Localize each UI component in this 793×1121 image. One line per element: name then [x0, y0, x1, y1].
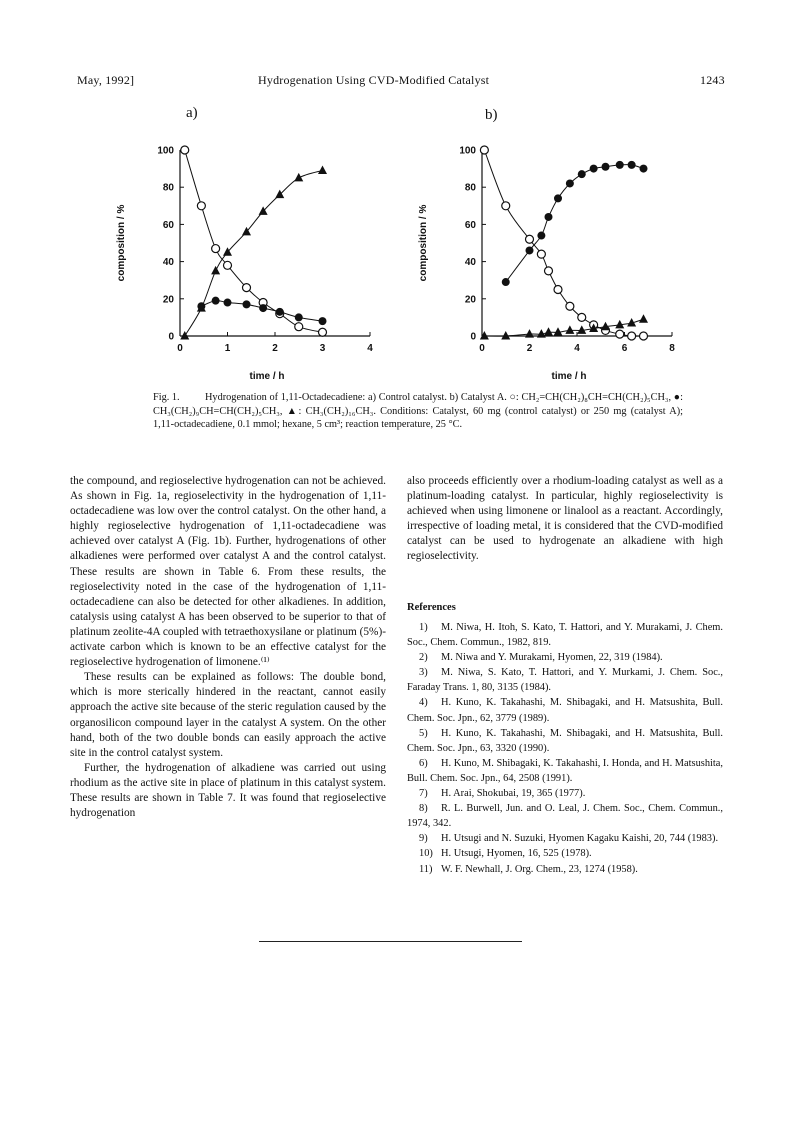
y-tick-label: 20	[162, 294, 174, 306]
data-point-filled-triangle	[318, 165, 327, 174]
references	[407, 602, 723, 877]
reference-text: H. Kuno, M. Shibagaki, K. Takahashi, I. Honda, and H. Matsushita, Bull. Chem. Soc. Jpn., 64, 2508 (1991).	[407, 757, 723, 784]
data-point-open-circle	[640, 332, 648, 340]
data-point-filled-circle	[295, 313, 303, 321]
y-tick-label: 80	[464, 182, 476, 194]
reference-item	[407, 665, 723, 695]
x-tick-label: 2	[272, 343, 278, 354]
y-tick-label: 100	[157, 145, 174, 157]
reference-item	[407, 756, 723, 786]
x-tick-label: 2	[526, 343, 533, 354]
data-point-open-circle	[566, 302, 574, 310]
data-point-filled-triangle	[501, 331, 510, 340]
data-point-filled-triangle	[544, 327, 553, 336]
page-number: 1243	[700, 73, 725, 87]
data-point-filled-circle	[502, 278, 510, 286]
data-point-filled-triangle	[211, 266, 220, 275]
data-point-open-circle	[224, 261, 232, 269]
y-tick-label: 0	[470, 331, 476, 343]
right-column	[407, 474, 723, 565]
data-point-open-circle	[526, 235, 534, 243]
y-tick-label: 60	[162, 219, 174, 231]
data-point-filled-circle	[537, 232, 545, 240]
reference-number: 9)	[419, 833, 428, 845]
data-point-filled-circle	[526, 246, 534, 254]
chart-a	[100, 138, 390, 388]
panel-label-b: b)	[485, 107, 498, 123]
reference-item	[407, 786, 723, 801]
data-point-filled-circle	[616, 161, 624, 169]
reference-text: H. Kuno, K. Takahashi, M. Shibagaki, and H. Matsushita, Bull. Chem. Soc. Jpn., 62, 3779 (1989).	[407, 697, 723, 724]
data-point-filled-triangle	[639, 314, 648, 323]
y-tick-label: 0	[168, 331, 174, 343]
reference-text: R. L. Burwell, Jun. and O. Leal, J. Chem. Soc., Chem. Commun., 1974, 342.	[407, 803, 723, 830]
body-paragraph: the compound, and regioselective hydrogenation can not be achieved. As shown in Fig. 1a, regioselectivity in the hydrogenation of 1,11-octadecadiene was low over the control catalyst. On the other hand, a highly regioselective hydrogenation of 1,11-octadecadiene was achieved over catalyst A (Fig. 1b). Further, hydrogenations of other alkadienes were performed over catalyst A and the control catalyst. These results are shown in Table 6. From these results, the regioselectivity noted in the case of the hydrogenation of 1,11-octadecadiene can also be detected for other alkadienes. In addition, catalysis using catalyst A has been observed to be superior to that of platinum zeolite-4A coupled with tetraethoxysilane or platinum (5%)-activate carbon which is known to be an effective catalyst for the regioselective hydrogenation of limonene.⁽¹⁾	[70, 475, 386, 669]
reference-item	[407, 620, 723, 650]
y-axis-label: composition / %	[418, 204, 429, 282]
figure-caption-text: Hydrogenation of 1,11-Octadecadiene: a) Control catalyst. b) Catalyst A. ○: CH₂=CH(CH₂)₈CH=CH(CH₂)₅CH₃, ●: CH₃(CH₂)₉CH=CH(CH₂)₅CH₃, ▲: CH₃(CH₂)₁₆CH₃. Conditions: Catalyst, 60 mg (control catalyst) or 250 mg (catalyst A); 1,11-octadecadiene, 0.1 mmol; hexane, 5 cm³; reaction temperature, 25 °C.	[153, 392, 683, 430]
x-axis-label: time / h	[551, 371, 587, 382]
data-point-open-circle	[295, 323, 303, 331]
x-axis-label: time / h	[249, 371, 285, 382]
reference-number: 6)	[419, 757, 428, 769]
data-point-open-circle	[616, 330, 624, 338]
reference-text: H. Utsugi and N. Suzuki, Hyomen Kagaku Kaishi, 20, 744 (1983).	[441, 833, 719, 845]
y-tick-label: 20	[464, 294, 476, 306]
x-tick-label: 4	[574, 343, 580, 354]
data-point-open-circle	[319, 328, 327, 336]
data-point-open-circle	[212, 245, 220, 253]
data-point-filled-circle	[578, 170, 586, 178]
y-axis-label: composition / %	[116, 204, 127, 282]
data-point-filled-circle	[259, 304, 267, 312]
reference-text: H. Arai, Shokubai, 19, 365 (1977).	[441, 788, 586, 800]
reference-number: 8)	[419, 803, 428, 815]
data-point-open-circle	[502, 202, 510, 210]
reference-item	[407, 650, 723, 665]
data-point-filled-circle	[602, 163, 610, 171]
reference-item	[407, 862, 723, 877]
left-column	[70, 474, 386, 821]
data-point-filled-circle	[545, 213, 553, 221]
x-tick-label: 8	[669, 343, 675, 354]
references-title: References	[407, 602, 456, 613]
reference-item	[407, 831, 723, 846]
data-point-filled-circle	[243, 300, 251, 308]
data-point-open-circle	[537, 250, 545, 258]
end-rule	[259, 941, 522, 942]
body-paragraph: These results can be explained as follows: The double bond, which is more sterically hindered in the reactant, cannot easily approach the active site because of the steric regulation caused by the organosilicon compound layer in the catalyst A system. On the other hand, both of the two double bonds can easily approach the active site in the control catalyst system.	[70, 671, 386, 759]
reference-number: 4)	[419, 697, 428, 709]
data-point-filled-circle	[640, 165, 648, 173]
y-tick-label: 80	[162, 182, 174, 194]
data-point-open-circle	[480, 146, 488, 154]
y-tick-label: 40	[162, 257, 174, 269]
y-tick-label: 60	[464, 219, 476, 231]
data-point-open-circle	[578, 313, 586, 321]
x-tick-label: 4	[367, 343, 373, 354]
figure-caption	[153, 391, 683, 432]
reference-text: H. Kuno, K. Takahashi, M. Shibagaki, and H. Matsushita, Bull. Chem. Soc. Jpn., 63, 3320 (1990).	[407, 727, 723, 754]
reference-number: 11)	[419, 863, 433, 875]
reference-number: 1)	[419, 622, 428, 633]
figure-caption-lead: Fig. 1.	[153, 392, 180, 403]
data-point-open-circle	[197, 202, 205, 210]
chart-b	[402, 138, 692, 388]
data-point-filled-triangle	[294, 173, 303, 182]
running-header-date: May, 1992]	[77, 73, 135, 87]
data-point-filled-triangle	[180, 331, 189, 340]
data-point-open-circle	[554, 286, 562, 294]
data-point-filled-circle	[554, 194, 562, 202]
reference-number: 7)	[419, 788, 428, 800]
reference-item	[407, 801, 723, 831]
data-point-filled-circle	[566, 179, 574, 187]
reference-number: 10)	[419, 848, 433, 860]
panel-label-a: a)	[186, 105, 198, 121]
x-tick-label: 3	[319, 343, 326, 354]
reference-item	[407, 846, 723, 861]
running-header-title: Hydrogenation Using CVD-Modified Catalyst	[258, 73, 490, 87]
x-tick-label: 6	[621, 343, 628, 354]
reference-text: H. Utsugi, Hyomen, 16, 525 (1978).	[441, 848, 592, 860]
data-point-filled-circle	[628, 161, 636, 169]
reference-text: M. Niwa, S. Kato, T. Hattori, and Y. Murkami, J. Chem. Soc., Faraday Trans. 1, 80, 3135 (1984).	[407, 667, 723, 694]
reference-item	[407, 695, 723, 725]
reference-number: 3)	[419, 667, 428, 679]
reference-text: M. Niwa and Y. Murakami, Hyomen, 22, 319 (1984).	[441, 652, 663, 664]
y-tick-label: 100	[459, 145, 476, 157]
body-paragraph: Further, the hydrogenation of alkadiene was carried out using rhodium as the active site in place of platinum in this catalyst system. These results are shown in Table 7. It was found that regioselective hydrogenation	[70, 761, 386, 820]
data-point-filled-triangle	[480, 331, 489, 340]
body-paragraph: also proceeds efficiently over a rhodium-loading catalyst as well as a platinum-loading catalyst. In particular, highly regioselectivity is achieved when using limonene or linalool as a reactant. Accordingly, irrespective of loading metal, it is considered that the CVD-modified catalyst can be used to hydrogenate an alkadiene with high regioselectivity.	[407, 475, 723, 563]
data-point-filled-circle	[224, 299, 232, 307]
series-curve	[506, 165, 644, 283]
x-tick-label: 1	[224, 343, 231, 354]
reference-text: W. F. Newhall, J. Org. Chem., 23, 1274 (1958).	[441, 863, 638, 875]
y-tick-label: 40	[464, 257, 476, 269]
data-point-filled-circle	[319, 317, 327, 325]
x-tick-label: 0	[479, 343, 485, 354]
reference-list	[407, 620, 723, 877]
data-point-filled-circle	[590, 165, 598, 173]
data-point-filled-circle	[276, 308, 284, 316]
data-point-open-circle	[181, 146, 189, 154]
series-curve	[484, 150, 643, 336]
reference-number: 2)	[419, 652, 428, 664]
data-point-filled-triangle	[565, 325, 574, 334]
data-point-open-circle	[243, 284, 251, 292]
reference-number: 5)	[419, 727, 428, 739]
data-point-filled-circle	[212, 297, 220, 305]
x-tick-label: 0	[177, 343, 183, 354]
reference-item	[407, 726, 723, 756]
data-point-open-circle	[545, 267, 553, 275]
data-point-open-circle	[628, 332, 636, 340]
reference-text: M. Niwa, H. Itoh, S. Kato, T. Hattori, and Y. Murakami, J. Chem. Soc., Chem. Commun., 1982, 819.	[407, 622, 723, 649]
data-point-filled-triangle	[525, 329, 534, 338]
